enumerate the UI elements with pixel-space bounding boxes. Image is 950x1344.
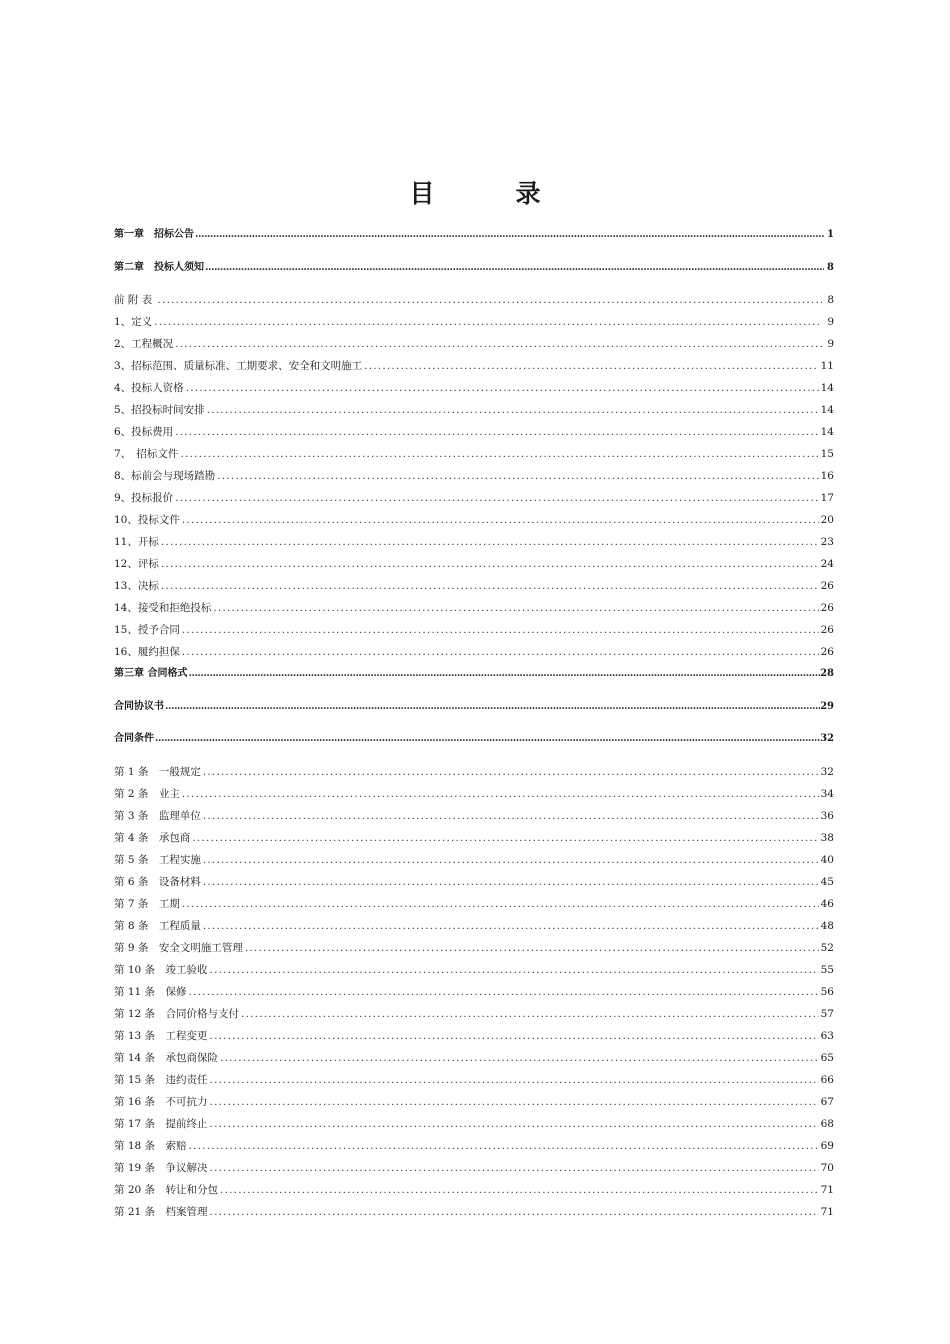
- toc-entry-label: 前 附 表: [114, 294, 156, 306]
- toc-leader-dots: [220, 1179, 819, 1201]
- toc-entry-label: 5、招投标时间安排: [114, 404, 205, 416]
- toc-entry[interactable]: [114, 761, 834, 783]
- toc-page-number: 8: [827, 294, 834, 306]
- toc-page-number: 40: [820, 853, 834, 866]
- toc-page-number: 55: [820, 963, 834, 976]
- toc-leader-dots: [210, 1157, 819, 1179]
- toc-entry-label: 第 10 条 竣工验收: [114, 963, 208, 976]
- toc-page-number: 1: [827, 229, 834, 240]
- toc-entry[interactable]: [114, 827, 834, 849]
- toc-entry-label: 6、投标费用: [114, 426, 174, 438]
- toc-entry[interactable]: [114, 509, 834, 531]
- toc-page-number: 9: [827, 316, 834, 328]
- toc-entry[interactable]: [114, 377, 834, 399]
- toc-leader-dots: [155, 728, 820, 750]
- toc-page-number: 45: [820, 875, 834, 888]
- toc-page-number: 69: [820, 1139, 834, 1152]
- toc-entry-label: 第 13 条 工程变更: [114, 1029, 208, 1042]
- toc-entry[interactable]: [114, 465, 834, 487]
- toc-entry-label: 第 21 条 档案管理: [114, 1205, 208, 1218]
- toc-leader-dots: [210, 1091, 819, 1113]
- toc-page-number: 24: [820, 558, 834, 570]
- toc-leader-dots: [175, 333, 822, 355]
- toc-entry[interactable]: [114, 915, 834, 937]
- toc-leader-dots: [161, 575, 819, 597]
- toc-leader-dots: [203, 871, 819, 893]
- toc-entry-label: 第一章 招标公告: [114, 229, 194, 240]
- toc-page-number: 14: [820, 426, 834, 438]
- toc-entry-label: 合同条件: [114, 733, 154, 744]
- toc-entry[interactable]: [114, 1047, 834, 1069]
- toc-entry[interactable]: [114, 289, 834, 311]
- toc-leader-dots: [182, 641, 819, 663]
- toc-leader-dots: [213, 597, 818, 619]
- toc-entry-label: 10、投标文件: [114, 514, 180, 526]
- toc-entry[interactable]: [114, 421, 834, 443]
- toc-entry-label: 8、标前会与现场踏勘: [114, 470, 216, 482]
- toc-entry[interactable]: [114, 1091, 834, 1113]
- toc-page-number: 63: [820, 1029, 834, 1042]
- toc-entry-label: 15、授予合同: [114, 624, 180, 636]
- toc-entry-label: 第 12 条 合同价格与支付: [114, 1007, 240, 1020]
- toc-leader-dots: [180, 443, 818, 465]
- toc-entry[interactable]: [114, 959, 834, 981]
- toc-leader-dots: [182, 893, 819, 915]
- toc-entry-label: 7、 招标文件: [114, 448, 179, 460]
- toc-entry[interactable]: [114, 1113, 834, 1135]
- toc-entry-label: 第 20 条 转让和分包: [114, 1183, 219, 1196]
- toc-entry[interactable]: [114, 849, 834, 871]
- toc-leader-dots: [182, 783, 819, 805]
- toc-leader-dots: [192, 827, 818, 849]
- toc-page-number: 68: [820, 1117, 834, 1130]
- toc-leader-dots: [189, 981, 819, 1003]
- toc-chapter-entry[interactable]: [114, 696, 834, 729]
- toc-entry-label: 第 18 条 索赔: [114, 1139, 187, 1152]
- toc-page-number: 15: [820, 448, 834, 460]
- toc-leader-dots: [210, 959, 819, 981]
- toc-entry-label: 第 6 条 设备材料: [114, 875, 201, 888]
- toc-page-number: 26: [820, 624, 834, 636]
- toc-page-number: 26: [820, 646, 834, 658]
- toc-leader-dots: [210, 1069, 819, 1091]
- toc-entry-label: 16、履约担保: [114, 646, 180, 658]
- toc-entry-label: 9、投标报价: [114, 492, 174, 504]
- toc-page-number: 29: [820, 700, 834, 712]
- toc-page-number: 8: [827, 261, 834, 273]
- toc-entry[interactable]: [114, 487, 834, 509]
- toc-leader-dots: [165, 696, 820, 718]
- toc-entry-label: 第 14 条 承包商保险: [114, 1051, 219, 1064]
- toc-entry-label: 第 15 条 违约责任: [114, 1073, 208, 1086]
- toc-entry[interactable]: [114, 399, 834, 421]
- toc-leader-dots: [195, 224, 824, 246]
- toc-entry-label: 第 2 条 业主: [114, 787, 180, 800]
- toc-entry-label: 第 17 条 提前终止: [114, 1117, 208, 1130]
- toc-entry-label: 14、接受和拒绝投标: [114, 602, 212, 614]
- toc-entry[interactable]: [114, 783, 834, 805]
- toc-entry-label: 第 3 条 监理单位: [114, 809, 201, 822]
- toc-title: 目 录: [409, 179, 569, 208]
- toc-entry[interactable]: [114, 531, 834, 553]
- toc-page-number: 71: [820, 1205, 834, 1218]
- toc-entry[interactable]: [114, 311, 834, 333]
- toc-leader-dots: [203, 805, 819, 827]
- toc-page-number: 28: [820, 668, 834, 679]
- toc-entry-label: 第 1 条 一般规定: [114, 765, 201, 778]
- toc-page-number: 17: [820, 492, 834, 504]
- toc-entry[interactable]: [114, 1003, 834, 1025]
- toc-page-number: 65: [820, 1051, 834, 1064]
- toc-page-number: 67: [820, 1095, 834, 1108]
- toc-leader-dots: [210, 1201, 819, 1223]
- toc-page-number: 16: [820, 470, 834, 482]
- toc-leader-dots: [182, 619, 819, 641]
- toc-entry-label: 12、评标: [114, 558, 159, 570]
- toc-entry[interactable]: [114, 575, 834, 597]
- toc-entry[interactable]: [114, 597, 834, 619]
- toc-page-number: 57: [820, 1007, 834, 1020]
- toc-page-number: 11: [820, 360, 834, 372]
- toc-entry[interactable]: [114, 937, 834, 959]
- toc-entry[interactable]: [114, 443, 834, 465]
- toc-leader-dots: [210, 1025, 819, 1047]
- toc-leader-dots: [186, 377, 819, 399]
- toc-leader-dots: [207, 399, 819, 421]
- toc-entry-label: 第 8 条 工程质量: [114, 919, 201, 932]
- toc-leader-dots: [220, 1047, 819, 1069]
- toc-page-number: 32: [820, 765, 834, 778]
- toc-entry[interactable]: [114, 1157, 834, 1179]
- toc-entry[interactable]: [114, 641, 834, 663]
- toc-entry-label: 第 7 条 工期: [114, 897, 180, 910]
- toc-entry-label: 13、决标: [114, 580, 159, 592]
- toc-entry-label: 第 4 条 承包商: [114, 831, 191, 844]
- toc-page-number: 26: [820, 580, 834, 592]
- toc-entry-label: 1、定义: [114, 316, 153, 328]
- toc-leader-dots: [158, 289, 822, 311]
- toc-page-number: 26: [820, 602, 834, 614]
- toc-chapter-entry[interactable]: [114, 224, 834, 257]
- toc-entry[interactable]: [114, 871, 834, 893]
- toc-entry[interactable]: [114, 1025, 834, 1047]
- toc-leader-dots: [161, 531, 819, 553]
- toc-page-number: 32: [820, 733, 834, 744]
- toc-entry[interactable]: [114, 1135, 834, 1157]
- toc-entry-label: 第 9 条 安全文明施工管理: [114, 941, 243, 954]
- toc-page-number: 36: [820, 809, 834, 822]
- toc-entry[interactable]: [114, 333, 834, 355]
- toc-entry-label: 2、工程概况: [114, 338, 174, 350]
- toc-entry[interactable]: [114, 619, 834, 641]
- toc-leader-dots: [203, 761, 819, 783]
- toc-entry-label: 3、招标范围、质量标准、工期要求、安全和文明施工: [114, 360, 363, 372]
- toc-entry[interactable]: [114, 1179, 834, 1201]
- toc-leader-dots: [188, 663, 820, 685]
- toc-entry[interactable]: [114, 981, 834, 1003]
- toc-page-number: 34: [820, 787, 834, 800]
- toc-entry[interactable]: [114, 355, 834, 377]
- toc-page-number: 20: [820, 514, 834, 526]
- toc-leader-dots: [364, 355, 818, 377]
- toc-leader-dots: [203, 849, 819, 871]
- toc-leader-dots: [210, 1113, 819, 1135]
- toc-leader-dots: [154, 311, 822, 333]
- toc-page-number: 52: [820, 941, 834, 954]
- toc-leader-dots: [245, 937, 819, 959]
- toc-list: [114, 224, 834, 1223]
- toc-leader-dots: [175, 421, 818, 443]
- toc-entry[interactable]: [114, 1069, 834, 1091]
- toc-leader-dots: [241, 1003, 819, 1025]
- toc-entry-label: 第 16 条 不可抗力: [114, 1095, 208, 1108]
- toc-entry-label: 第 11 条 保修: [114, 985, 187, 998]
- toc-page-number: 70: [820, 1161, 834, 1174]
- toc-entry-label: 第 19 条 争议解决: [114, 1161, 208, 1174]
- toc-leader-dots: [175, 487, 818, 509]
- toc-page-number: 38: [820, 831, 834, 844]
- toc-page-number: 14: [820, 382, 834, 394]
- toc-entry-label: 4、投标人资格: [114, 382, 184, 394]
- toc-entry-label: 11、开标: [114, 536, 159, 548]
- toc-entry-label: 第三章 合同格式: [114, 668, 188, 679]
- toc-entry[interactable]: [114, 553, 834, 575]
- toc-leader-dots: [217, 465, 818, 487]
- toc-page-number: 46: [820, 897, 834, 910]
- toc-leader-dots: [161, 553, 819, 575]
- toc-entry[interactable]: [114, 1201, 834, 1223]
- toc-page-number: 71: [820, 1183, 834, 1196]
- toc-entry[interactable]: [114, 893, 834, 915]
- toc-page-number: 23: [820, 536, 834, 548]
- toc-page-number: 9: [827, 338, 834, 350]
- toc-leader-dots: [182, 509, 819, 531]
- toc-chapter-entry[interactable]: [114, 663, 834, 696]
- toc-chapter-entry[interactable]: [114, 257, 834, 290]
- toc-entry-label: 第二章 投标人须知: [114, 261, 204, 273]
- toc-entry[interactable]: [114, 805, 834, 827]
- toc-entry-label: 第 5 条 工程实施: [114, 853, 201, 866]
- toc-page-number: 66: [820, 1073, 834, 1086]
- toc-leader-dots: [203, 915, 819, 937]
- toc-page-number: 56: [820, 985, 834, 998]
- toc-leader-dots: [189, 1135, 819, 1157]
- toc-page-number: 14: [820, 404, 834, 416]
- toc-chapter-entry[interactable]: [114, 728, 834, 761]
- toc-page-number: 48: [820, 919, 834, 932]
- toc-entry-label: 合同协议书: [114, 700, 164, 712]
- toc-leader-dots: [205, 257, 824, 279]
